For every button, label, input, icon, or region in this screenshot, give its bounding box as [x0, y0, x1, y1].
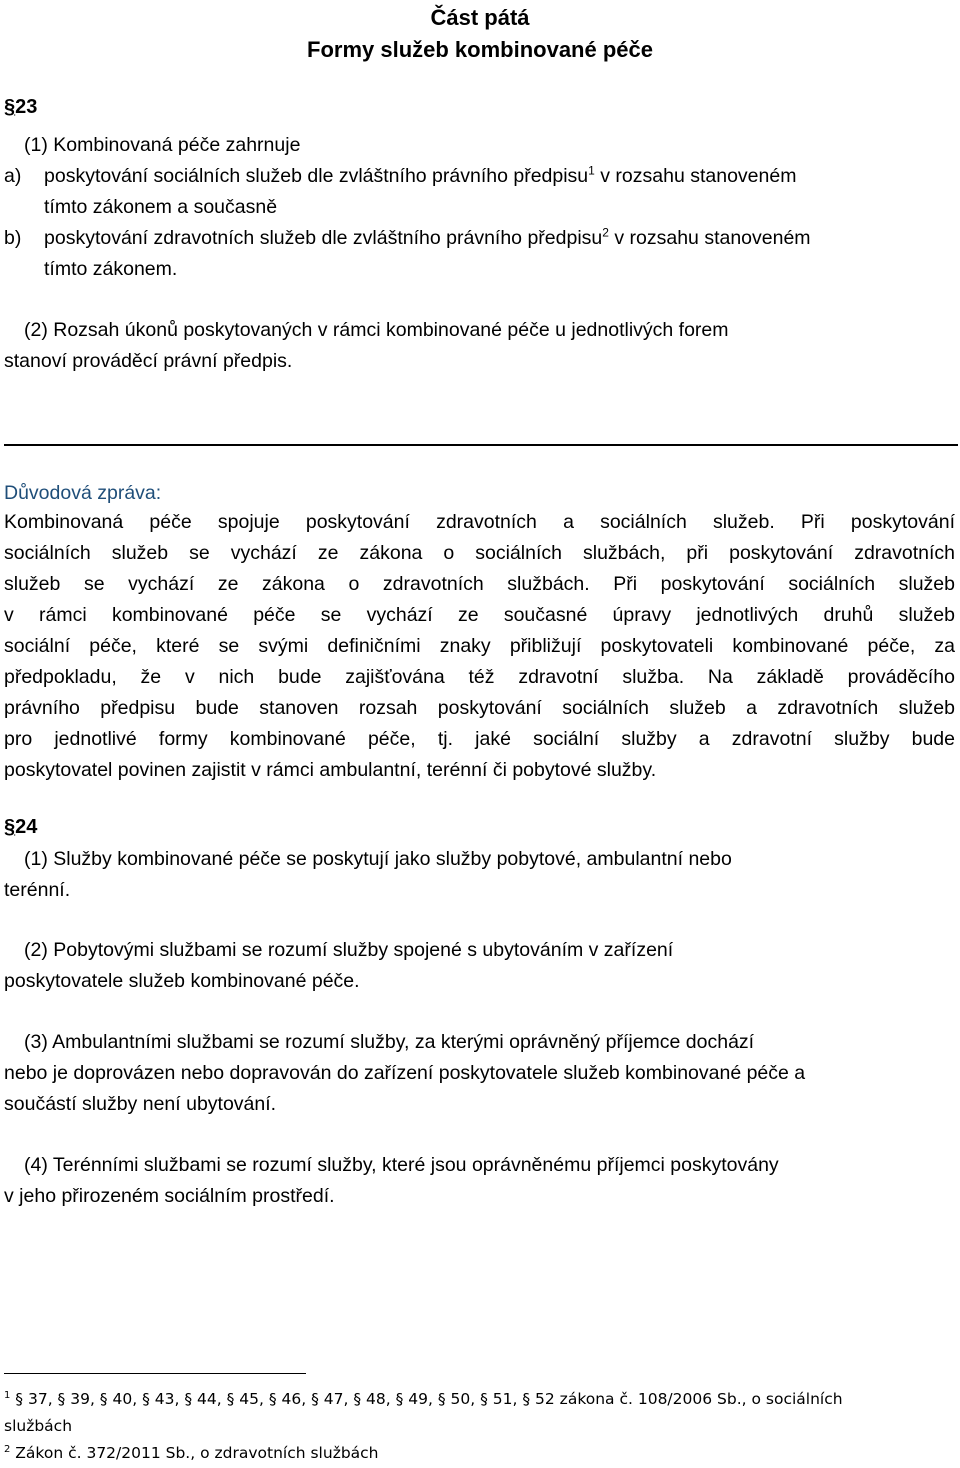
explanatory-line: Kombinovaná péče spojuje poskytování zdravotních a sociálních služeb. Při poskytování — [4, 511, 955, 533]
explanatory-line: předpokladu, že v nich bude zajišťována též zdravotní služba. Na základě prováděcího — [4, 666, 955, 688]
item-b-text-post: v rozsahu stanoveném — [608, 227, 811, 249]
footnote-mark: 2 — [4, 1443, 11, 1455]
explanatory-line: poskytovatel povinen zajistit v rámci ambulantní, terénní či pobytové služby. — [4, 759, 657, 781]
sec24-p2-line2: poskytovatele služeb kombinované péče. — [4, 970, 360, 992]
footnote-separator — [4, 1373, 306, 1374]
footnote-2 — [4, 1440, 379, 1466]
item-a-text: poskytování sociálních služeb dle zvláštního právního předpisu — [44, 165, 589, 187]
section-sign: § — [4, 816, 16, 838]
footnote-1 — [4, 1386, 843, 1412]
sec24-p4-line2: v jeho přirozeném sociálním prostředí. — [4, 1185, 335, 1207]
sec23-p2-line2: stanoví prováděcí právní předpis. — [4, 350, 293, 372]
explanatory-line: sociálních služeb se vychází ze zákona o sociálních službách, při poskytování zdravotních — [4, 542, 955, 564]
sec24-p3-line2: nebo je doprovázen nebo dopravován do zařízení poskytovatele služeb kombinované péče a — [4, 1062, 806, 1084]
part-heading: Část pátá — [430, 5, 530, 30]
explanatory-heading: Důvodová zpráva: — [4, 482, 162, 504]
sec24-p3-line1: (3) Ambulantními službami se rozumí služby, za kterými oprávněný příjemce dochází — [24, 1031, 755, 1053]
explanatory-line: pro jednotlivé formy kombinované péče, tj. jaké sociální služby a zdravotní služby bude — [4, 728, 955, 750]
footnote-mark: 1 — [4, 1389, 11, 1401]
explanatory-line: v rámci kombinované péče se vychází ze současné úpravy jednotlivých druhů služeb — [4, 604, 955, 626]
sec23-item-a-label: a) — [4, 165, 22, 187]
sec23-item-b-label: b) — [4, 227, 22, 249]
section-23-heading — [4, 96, 37, 119]
footnote-1-cont: službách — [4, 1417, 73, 1435]
item-a-text-post: v rozsahu stanoveném — [594, 165, 797, 187]
explanatory-line: sociální péče, které se svými definičními znaky přibližují poskytovateli kombinované péče, za — [4, 635, 955, 657]
sec24-p1-line2: terénní. — [4, 879, 71, 901]
section-divider — [4, 444, 958, 446]
section-number: 24 — [15, 816, 38, 838]
sec23-item-b-line1 — [44, 223, 811, 253]
footnote-text: § 37, § 39, § 40, § 43, § 44, § 45, § 46, § 47, § 48, § 49, § 50, § 51, § 52 zákona č. 108/2006 Sb., o sociálních — [10, 1390, 843, 1408]
footnote-ref-2[interactable]: 2 — [602, 225, 609, 240]
sec23-item-a-line1 — [44, 161, 796, 191]
explanatory-line: služeb se vychází ze zákona o zdravotních službách. Při poskytování sociálních služeb — [4, 573, 955, 595]
footnote-text: Zákon č. 372/2011 Sb., o zdravotních službách — [10, 1444, 379, 1462]
sec24-p1-line1: (1) Služby kombinované péče se poskytují jako služby pobytové, ambulantní nebo — [24, 848, 732, 870]
sec24-p3-line3: součástí služby není ubytování. — [4, 1093, 277, 1115]
explanatory-line: právního předpisu bude stanoven rozsah poskytování sociálních služeb a zdravotních služeb — [4, 697, 955, 719]
sec23-item-a-line2: tímto zákonem a současně — [44, 196, 278, 218]
footnote-ref-1[interactable]: 1 — [588, 163, 595, 178]
sec23-p2-line1: (2) Rozsah úkonů poskytovaných v rámci kombinované péče u jednotlivých forem — [24, 319, 729, 341]
part-title: Formy služeb kombinované péče — [307, 37, 653, 62]
sec23-item-b-line2: tímto zákonem. — [44, 258, 178, 280]
section-sign: § — [4, 96, 16, 118]
item-b-text: poskytování zdravotních služeb dle zvláštního právního předpisu — [44, 227, 603, 249]
section-number: 23 — [15, 96, 38, 118]
sec23-p1-intro: (1) Kombinovaná péče zahrnuje — [24, 134, 301, 156]
section-24-heading — [4, 816, 37, 839]
sec24-p2-line1: (2) Pobytovými službami se rozumí služby spojené s ubytováním v zařízení — [24, 939, 674, 961]
sec24-p4-line1: (4) Terénními službami se rozumí služby, které jsou oprávněnému příjemci poskytovány — [24, 1154, 779, 1176]
